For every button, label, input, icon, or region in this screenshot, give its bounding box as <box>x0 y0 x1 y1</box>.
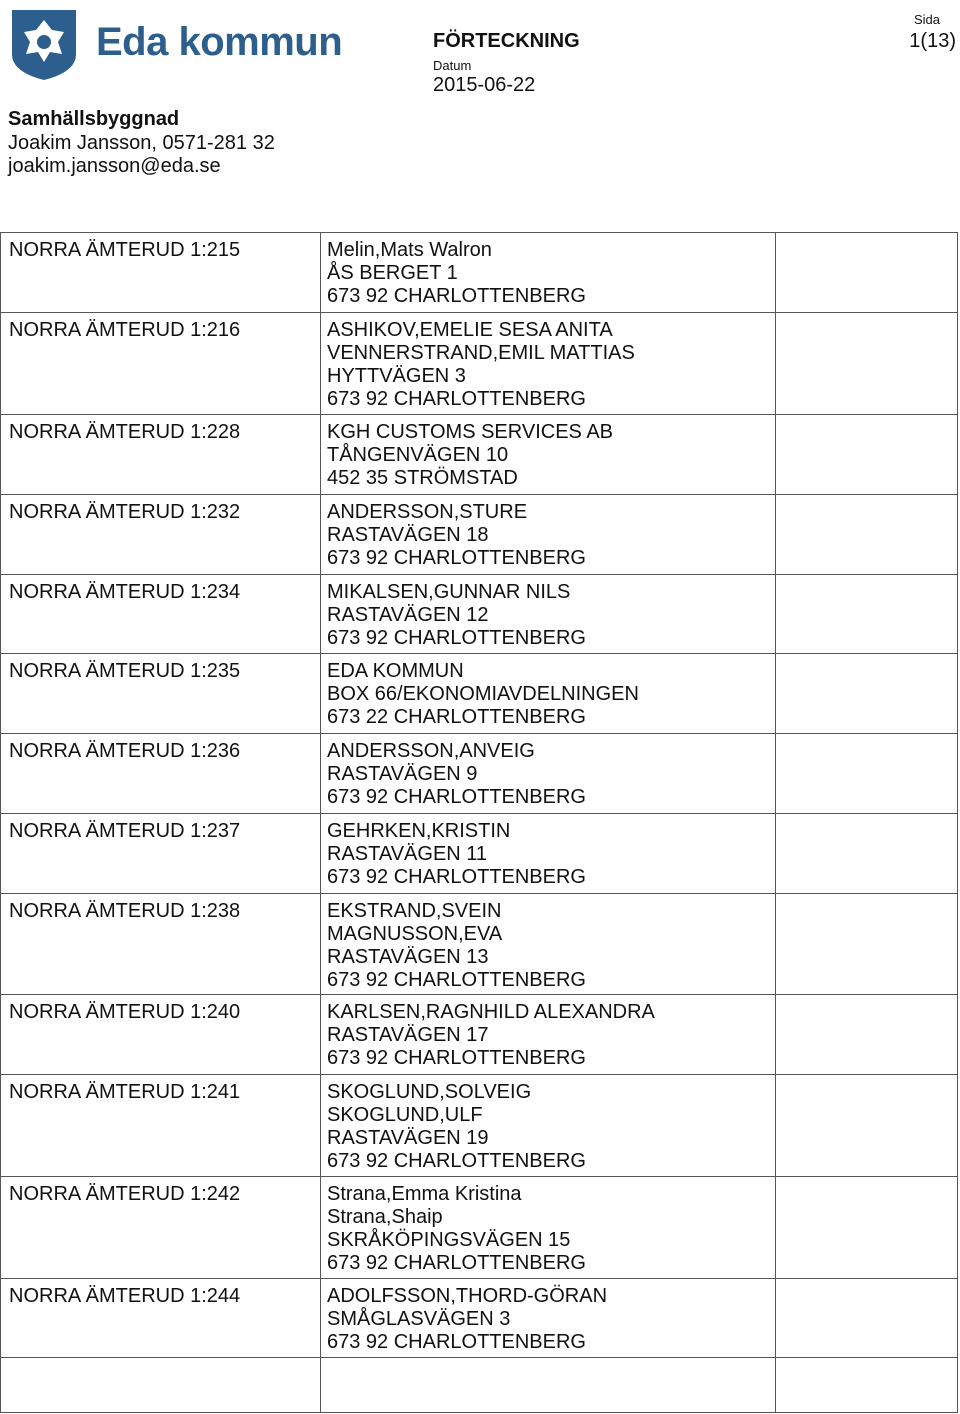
owner-address-line: RASTAVÄGEN 11 <box>327 843 488 865</box>
table-row <box>1 1279 957 1358</box>
property-designation: NORRA ÄMTERUD 1:235 <box>9 660 241 682</box>
owner-address <box>327 660 639 729</box>
owner-address <box>327 1183 586 1275</box>
page-label: Sida <box>913 12 940 27</box>
property-designation: NORRA ÄMTERUD 1:215 <box>9 239 241 261</box>
table-row <box>1 415 957 495</box>
owner-address-line: 673 22 CHARLOTTENBERG <box>327 706 586 728</box>
owner-address-line: GEHRKEN,KRISTIN <box>327 820 511 842</box>
owner-address-line: 673 92 CHARLOTTENBERG <box>327 627 586 649</box>
table-row <box>1 734 957 814</box>
table-row <box>1 1177 957 1279</box>
municipal-crest-icon <box>8 6 80 82</box>
department-name: Samhällsbyggnad <box>8 108 180 130</box>
eda-kommun-logo <box>8 6 343 86</box>
owner-address-line: SKOGLUND,SOLVEIG <box>327 1081 532 1103</box>
contact-person: Joakim Jansson, 0571-281 32 <box>8 132 275 154</box>
owner-address <box>327 581 586 650</box>
owner-address-line: RASTAVÄGEN 13 <box>327 946 489 968</box>
owner-address-line: VENNERSTRAND,EMIL MATTIAS <box>327 342 635 364</box>
owner-address-line: BOX 66/EKONOMIAVDELNINGEN <box>327 683 639 705</box>
owner-address <box>327 421 613 490</box>
owner-address-line: KGH CUSTOMS SERVICES AB <box>327 421 614 443</box>
owner-address-line: 673 92 CHARLOTTENBERG <box>327 1150 586 1172</box>
owner-address-line: 673 92 CHARLOTTENBERG <box>327 1252 586 1274</box>
owner-address-line: HYTTVÄGEN 3 <box>327 365 466 387</box>
table-row <box>1 1075 957 1177</box>
property-designation: NORRA ÄMTERUD 1:242 <box>9 1183 241 1205</box>
owner-address-line: 673 92 CHARLOTTENBERG <box>327 866 586 888</box>
owner-address <box>327 900 586 992</box>
property-designation: NORRA ÄMTERUD 1:238 <box>9 900 241 922</box>
contact-email[interactable]: joakim.jansson@eda.se <box>8 155 221 177</box>
property-designation: NORRA ÄMTERUD 1:241 <box>9 1081 241 1103</box>
owner-address <box>327 501 586 570</box>
owner-address-line: RASTAVÄGEN 17 <box>327 1024 489 1046</box>
table-row <box>1 654 957 734</box>
owner-address-line: RASTAVÄGEN 12 <box>327 604 489 626</box>
date-value: 2015-06-22 <box>433 74 536 96</box>
owner-address-line: Melin,Mats Walron <box>327 239 492 261</box>
owner-address <box>327 1001 655 1070</box>
owner-address-line: TÅNGENVÄGEN 10 <box>327 444 509 466</box>
owner-address-line: ANDERSSON,STURE <box>327 501 528 523</box>
property-designation: NORRA ÄMTERUD 1:228 <box>9 421 241 443</box>
owner-address-line: ANDERSSON,ANVEIG <box>327 740 535 762</box>
table-row <box>1 814 957 894</box>
owner-address-line: SKRÅKÖPINGSVÄGEN 15 <box>327 1229 571 1251</box>
owner-address-line: RASTAVÄGEN 18 <box>327 524 489 546</box>
owner-address-line: MAGNUSSON,EVA <box>327 923 503 945</box>
owner-address-line: ADOLFSSON,THORD-GÖRAN <box>327 1285 608 1307</box>
property-designation: NORRA ÄMTERUD 1:244 <box>9 1285 241 1307</box>
owner-address-line: 673 92 CHARLOTTENBERG <box>327 388 586 410</box>
owner-address <box>327 239 586 308</box>
owner-address <box>327 319 635 411</box>
page-number: 1(13) <box>909 30 956 52</box>
owner-address-line: SMÅGLASVÄGEN 3 <box>327 1308 511 1330</box>
table-row <box>1 313 957 415</box>
owner-address-line: 673 92 CHARLOTTENBERG <box>327 969 586 991</box>
owner-address-line: Strana,Shaip <box>327 1206 443 1228</box>
owner-address-line: ÅS BERGET 1 <box>327 262 458 284</box>
table-row <box>1 995 957 1075</box>
owner-address-line: EDA KOMMUN <box>327 660 464 682</box>
table-row <box>1 233 957 313</box>
property-designation: NORRA ÄMTERUD 1:234 <box>9 581 241 603</box>
property-designation: NORRA ÄMTERUD 1:232 <box>9 501 241 523</box>
owner-address-line: 673 92 CHARLOTTENBERG <box>327 1047 586 1069</box>
document-title: FÖRTECKNING <box>433 30 580 52</box>
owner-address-line: KARLSEN,RAGNHILD ALEXANDRA <box>327 1001 655 1023</box>
property-designation: NORRA ÄMTERUD 1:236 <box>9 740 241 762</box>
property-owner-table <box>0 232 958 1413</box>
property-designation: NORRA ÄMTERUD 1:237 <box>9 820 241 842</box>
table-row <box>1 575 957 654</box>
owner-address-line: 673 92 CHARLOTTENBERG <box>327 786 586 808</box>
owner-address <box>327 820 586 889</box>
logo-text: Eda kommun <box>96 20 343 64</box>
owner-address-line: MIKALSEN,GUNNAR NILS <box>327 581 571 603</box>
owner-address-line: RASTAVÄGEN 19 <box>327 1127 489 1149</box>
date-label: Datum <box>433 58 472 73</box>
owner-address-line: 452 35 STRÖMSTAD <box>327 467 518 489</box>
owner-address <box>327 1081 586 1173</box>
owner-address-line: Strana,Emma Kristina <box>327 1183 522 1205</box>
table-row <box>1 894 957 995</box>
owner-address <box>327 1285 607 1354</box>
table-row <box>1 495 957 575</box>
owner-address-line: SKOGLUND,ULF <box>327 1104 483 1126</box>
property-designation: NORRA ÄMTERUD 1:216 <box>9 319 241 341</box>
owner-address <box>327 740 586 809</box>
owner-address-line: EKSTRAND,SVEIN <box>327 900 502 922</box>
property-designation: NORRA ÄMTERUD 1:240 <box>9 1001 241 1023</box>
owner-address-line: 673 92 CHARLOTTENBERG <box>327 285 586 307</box>
owner-address-line: RASTAVÄGEN 9 <box>327 763 478 785</box>
owner-address-line: 673 92 CHARLOTTENBERG <box>327 1331 586 1353</box>
owner-address-line: 673 92 CHARLOTTENBERG <box>327 547 586 569</box>
owner-address-line: ASHIKOV,EMELIE SESA ANITA <box>327 319 613 341</box>
